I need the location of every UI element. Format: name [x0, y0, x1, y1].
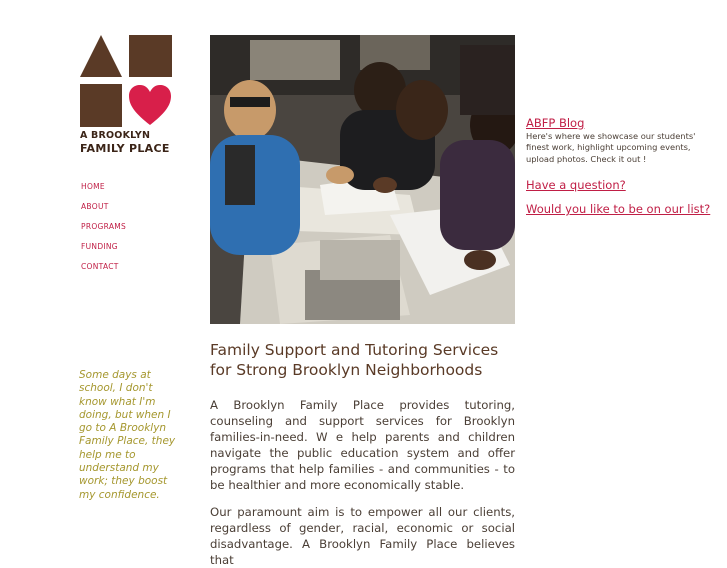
right-sidebar [526, 116, 726, 216]
blog-description [526, 131, 726, 165]
hero-photo [210, 35, 515, 324]
blog-desc-line1: Here's where we showcase our students' [526, 131, 696, 141]
nav-about[interactable]: ABOUT [81, 202, 109, 211]
main-nav [81, 182, 126, 282]
logo-text-line1: A BROOKLYN [80, 130, 151, 141]
logo-triangle [80, 35, 122, 77]
mailing-list-link[interactable]: Would you like to be on our list? [526, 202, 711, 217]
mission-paragraph: Our paramount aim is to empower all our clients, regardless of gender, racial, economic or social disadvantage. A Brooklyn Family Place believes that [210, 505, 515, 567]
logo-text-line2: FAMILY PLACE [80, 142, 170, 155]
question-link[interactable]: Have a question? [526, 178, 626, 193]
logo[interactable] [80, 35, 172, 160]
blog-desc-line2: finest work, highlight upcoming events, [526, 142, 691, 153]
logo-heart-icon [128, 84, 172, 128]
nav-home[interactable]: HOME [81, 182, 105, 191]
logo-square-top [129, 35, 172, 77]
nav-programs[interactable]: PROGRAMS [81, 222, 127, 231]
logo-square-bottom [80, 84, 122, 127]
intro-paragraph: A Brooklyn Family Place provides tutoring, counseling and support services for Brooklyn families-in-need. W e help parents and children navigate the public education system and offer programs that help families - and communities - to be healthier and more economically stable. [210, 398, 515, 492]
blog-link[interactable]: ABFP Blog [526, 116, 585, 130]
page-headline [210, 340, 520, 380]
headline-line1: Family Support and Tutoring Services [210, 341, 499, 359]
blog-desc-line3: upload photos. Check it out ! [526, 153, 647, 164]
nav-contact[interactable]: CONTACT [81, 262, 119, 271]
tutoring-photo-illustration [210, 35, 515, 324]
nav-funding[interactable]: FUNDING [81, 242, 118, 251]
student-quote: Some days at school, I don't know what I'm doing, but when I go to A Brooklyn Family Place, they help me to understand my work; they boost my confidence. [79, 369, 176, 501]
headline-line2: for Strong Brooklyn Neighborhoods [210, 361, 483, 379]
